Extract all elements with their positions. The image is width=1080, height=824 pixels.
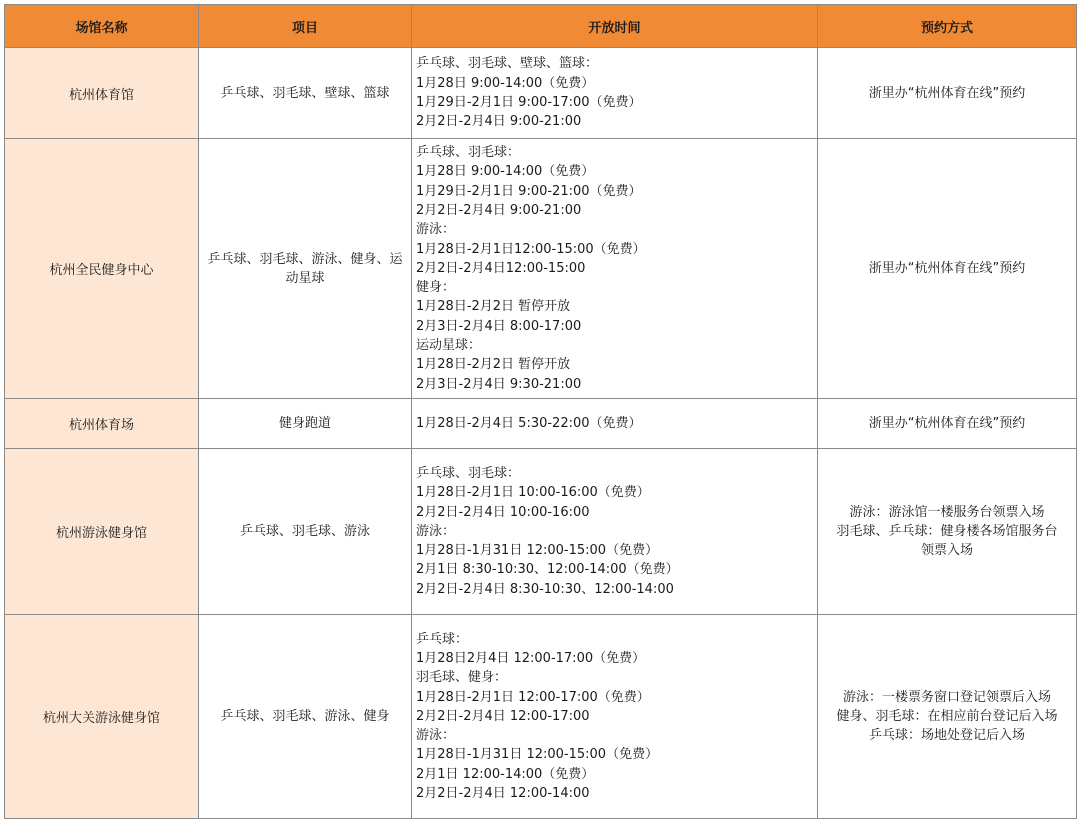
hours-line: 游泳：: [416, 728, 456, 744]
booking-line: 游泳：游泳馆一楼服务台领票入场: [849, 505, 1045, 520]
booking-line: 健身、羽毛球：在相应前台登记后入场: [836, 709, 1058, 724]
hours-line: 2月3日-2月4日 8:00-17:00: [416, 318, 582, 334]
table-row: [5, 615, 1077, 819]
booking-line: 羽毛球、乒乓球：健身楼各场馆服务台: [836, 524, 1058, 539]
hours-line: 2月2日-2月4日 10:00-16:00: [416, 504, 590, 520]
booking-line: 浙里办“杭州体育在线”预约: [868, 416, 1026, 431]
hours-line: 1月28日2月4日 12:00-17:00（免费）: [416, 650, 646, 666]
venue-name-cell: 杭州全民健身中心: [5, 139, 199, 399]
items-cell: 乒乓球、羽毛球、壁球、篮球: [199, 48, 412, 139]
hours-line: 乒乓球：: [416, 631, 469, 647]
booking-line: 领票入场: [920, 543, 973, 558]
table-row: [5, 449, 1077, 615]
hours-line: 2月2日-2月4日 9:00-21:00: [416, 202, 582, 218]
hours-line: 乒乓球、羽毛球：: [416, 465, 521, 481]
items-cell: 乒乓球、羽毛球、游泳、健身、运动星球: [199, 139, 412, 399]
booking-cell: [818, 615, 1077, 819]
hours-line: 乒乓球、羽毛球、壁球、篮球：: [416, 56, 599, 72]
hours-line: 1月29日-2月1日 9:00-21:00（免费）: [416, 183, 642, 199]
hours-line: 2月2日-2月4日 12:00-14:00: [416, 786, 590, 802]
hours-line: 1月29日-2月1日 9:00-17:00（免费）: [416, 95, 642, 110]
schedule-table-wrapper: [4, 4, 1077, 819]
header-venue: 场馆名称: [5, 5, 199, 48]
booking-line: 浙里办“杭州体育在线”预约: [868, 85, 1026, 101]
venue-schedule-table: [4, 4, 1077, 819]
hours-line: 1月28日-2月1日 10:00-16:00（免费）: [416, 485, 650, 501]
hours-line: 2月1日 8:30-10:30、12:00-14:00（免费）: [416, 562, 679, 578]
hours-line: 1月28日-2月2日 暂停开放: [416, 299, 571, 315]
hours-line: 羽毛球、健身：: [416, 670, 508, 686]
booking-cell: [818, 399, 1077, 449]
table-header-row: [5, 5, 1077, 48]
hours-line: 乒乓球、羽毛球：: [416, 145, 521, 161]
hours-line: 1月28日-2月2日 暂停开放: [416, 357, 571, 373]
header-items: 项目: [199, 5, 412, 48]
hours-line: 2月1日 12:00-14:00（免费）: [416, 766, 595, 782]
hours-line: 2月2日-2月4日12:00-15:00: [416, 260, 586, 276]
hours-line: 1月28日-2月4日 5:30-22:00（免费）: [416, 415, 642, 431]
items-cell: 乒乓球、羽毛球、游泳、健身: [199, 615, 412, 819]
table-row: [5, 48, 1077, 139]
booking-cell: [818, 139, 1077, 399]
hours-line: 2月3日-2月4日 9:30-21:00: [416, 376, 582, 392]
venue-name-cell: 杭州体育场: [5, 399, 199, 449]
hours-line: 运动星球：: [416, 338, 482, 354]
booking-cell: [818, 48, 1077, 139]
booking-line: 浙里办“杭州体育在线”预约: [868, 261, 1026, 276]
hours-line: 游泳：: [416, 222, 456, 238]
venue-name-cell: 杭州体育馆: [5, 48, 199, 139]
hours-line: 健身：: [416, 280, 456, 296]
table-row: [5, 399, 1077, 449]
items-cell: 健身跑道: [199, 399, 412, 449]
header-booking: 预约方式: [818, 5, 1077, 48]
header-hours: 开放时间: [412, 5, 818, 48]
hours-line: 1月28日 9:00-14:00（免费）: [416, 75, 595, 91]
hours-line: 2月2日-2月4日 9:00-21:00: [416, 114, 582, 130]
items-cell: 乒乓球、羽毛球、游泳: [199, 449, 412, 615]
hours-cell: [412, 615, 818, 819]
hours-line: 1月28日-2月1日 12:00-17:00（免费）: [416, 689, 650, 705]
hours-line: 1月28日-1月31日 12:00-15:00（免费）: [416, 747, 659, 763]
hours-cell: [412, 449, 818, 615]
venue-name-cell: 杭州游泳健身馆: [5, 449, 199, 615]
hours-line: 1月28日-1月31日 12:00-15:00（免费）: [416, 543, 659, 559]
table-row: [5, 139, 1077, 399]
booking-line: 乒乓球：场地处登记后入场: [868, 728, 1025, 743]
hours-cell: [412, 399, 818, 449]
hours-cell: [412, 48, 818, 139]
hours-line: 1月28日 9:00-14:00（免费）: [416, 164, 595, 180]
hours-cell: [412, 139, 818, 399]
table-body: [5, 48, 1077, 819]
hours-line: 2月2日-2月4日 12:00-17:00: [416, 708, 590, 724]
hours-line: 2月2日-2月4日 8:30-10:30、12:00-14:00: [416, 581, 674, 597]
venue-name-cell: 杭州大关游泳健身馆: [5, 615, 199, 819]
hours-line: 游泳：: [416, 523, 456, 539]
booking-cell: [818, 449, 1077, 615]
hours-line: 1月28日-2月1日12:00-15:00（免费）: [416, 241, 646, 257]
booking-line: 游泳：一楼票务窗口登记领票后入场: [842, 690, 1051, 705]
